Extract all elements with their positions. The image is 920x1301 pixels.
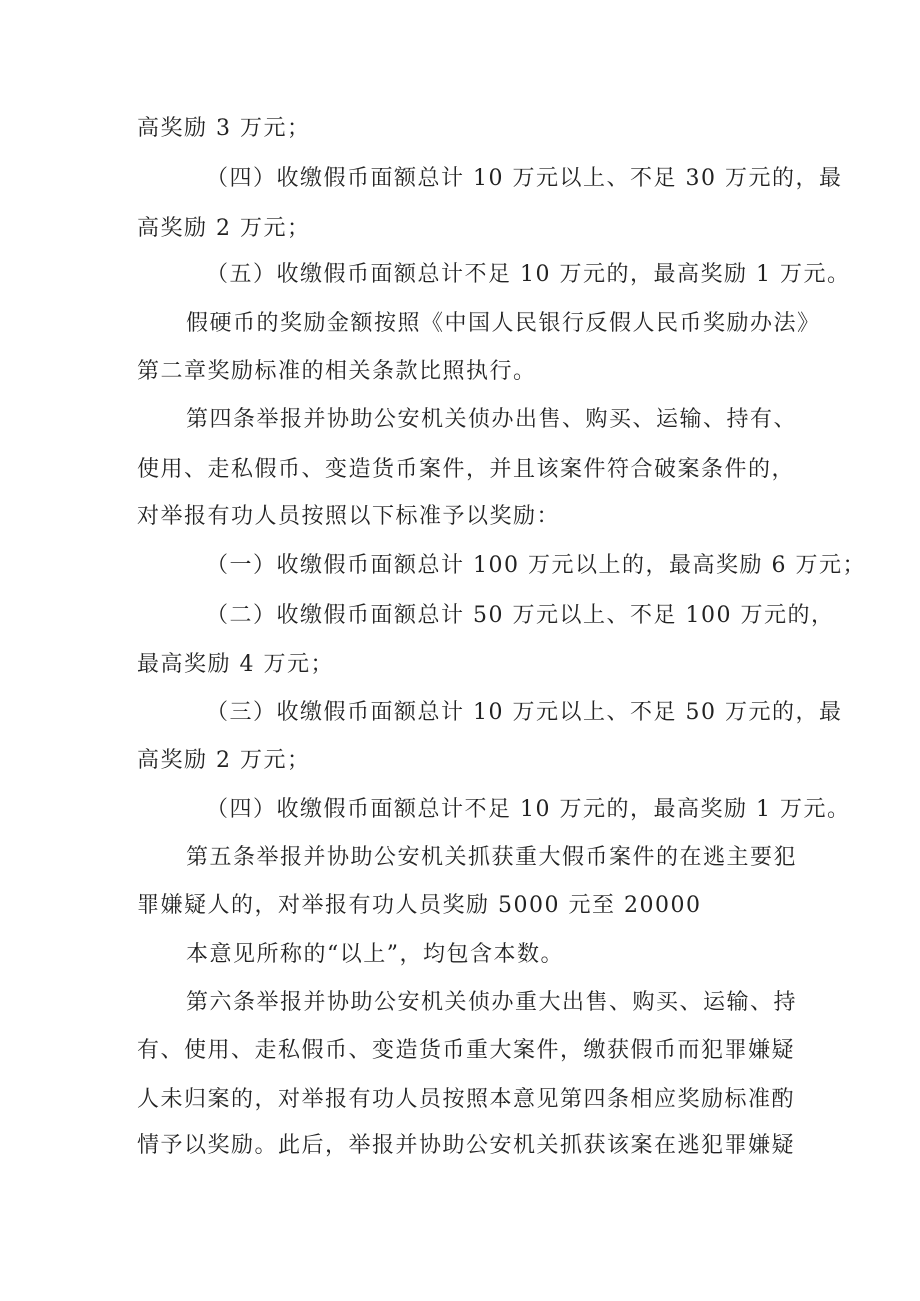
text-line: 第四条举报并协助公安机关侦办出售、购买、运输、持有、 (186, 407, 798, 432)
text-line: （三）收缴假币面额总计 10 万元以上、不足 50 万元的，最 (206, 700, 843, 725)
text-line: 本意见所称的“以上”，均包含本数。 (186, 942, 564, 967)
text-line: 假硬币的奖励金额按照《中国人民银行反假人民币奖励办法》 (186, 311, 821, 336)
text-line: 第六条举报并协助公安机关侦办重大出售、购买、运输、持 (186, 990, 798, 1015)
text-line: 有、使用、走私假币、变造货币重大案件，缴获假币而犯罪嫌疑 (137, 1038, 796, 1063)
text-line: 对举报有功人员按照以下标准予以奖励： (137, 504, 561, 529)
text-line: 高奖励 2 万元； (137, 748, 311, 773)
text-line: （四）收缴假币面额总计不足 10 万元的，最高奖励 1 万元。 (206, 797, 851, 822)
text-line: 罪嫌疑人的，对举报有功人员奖励 5000 元至 20000 (137, 893, 702, 918)
text-line: 第五条举报并协助公安机关抓获重大假币案件的在逃主要犯 (186, 845, 798, 870)
text-line: 高奖励 2 万元； (137, 216, 311, 241)
text-line: 第二章奖励标准的相关条款比照执行。 (137, 359, 537, 384)
text-line: 高奖励 3 万元； (137, 116, 311, 141)
text-line: 情予以奖励。此后，举报并协助公安机关抓获该案在逃犯罪嫌疑 (137, 1133, 796, 1158)
text-line: （五）收缴假币面额总计不足 10 万元的，最高奖励 1 万元。 (206, 262, 851, 287)
text-line: （四）收缴假币面额总计 10 万元以上、不足 30 万元的，最 (206, 166, 843, 191)
text-line: 最高奖励 4 万元； (137, 652, 334, 677)
text-line: （一）收缴假币面额总计 100 万元以上的，最高奖励 6 万元； (206, 553, 866, 578)
text-line: （二）收缴假币面额总计 50 万元以上、不足 100 万元的， (206, 603, 835, 628)
text-line: 使用、走私假币、变造货币案件，并且该案件符合破案条件的， (137, 457, 796, 482)
text-line: 人未归案的，对举报有功人员按照本意见第四条相应奖励标准酌 (137, 1087, 796, 1112)
